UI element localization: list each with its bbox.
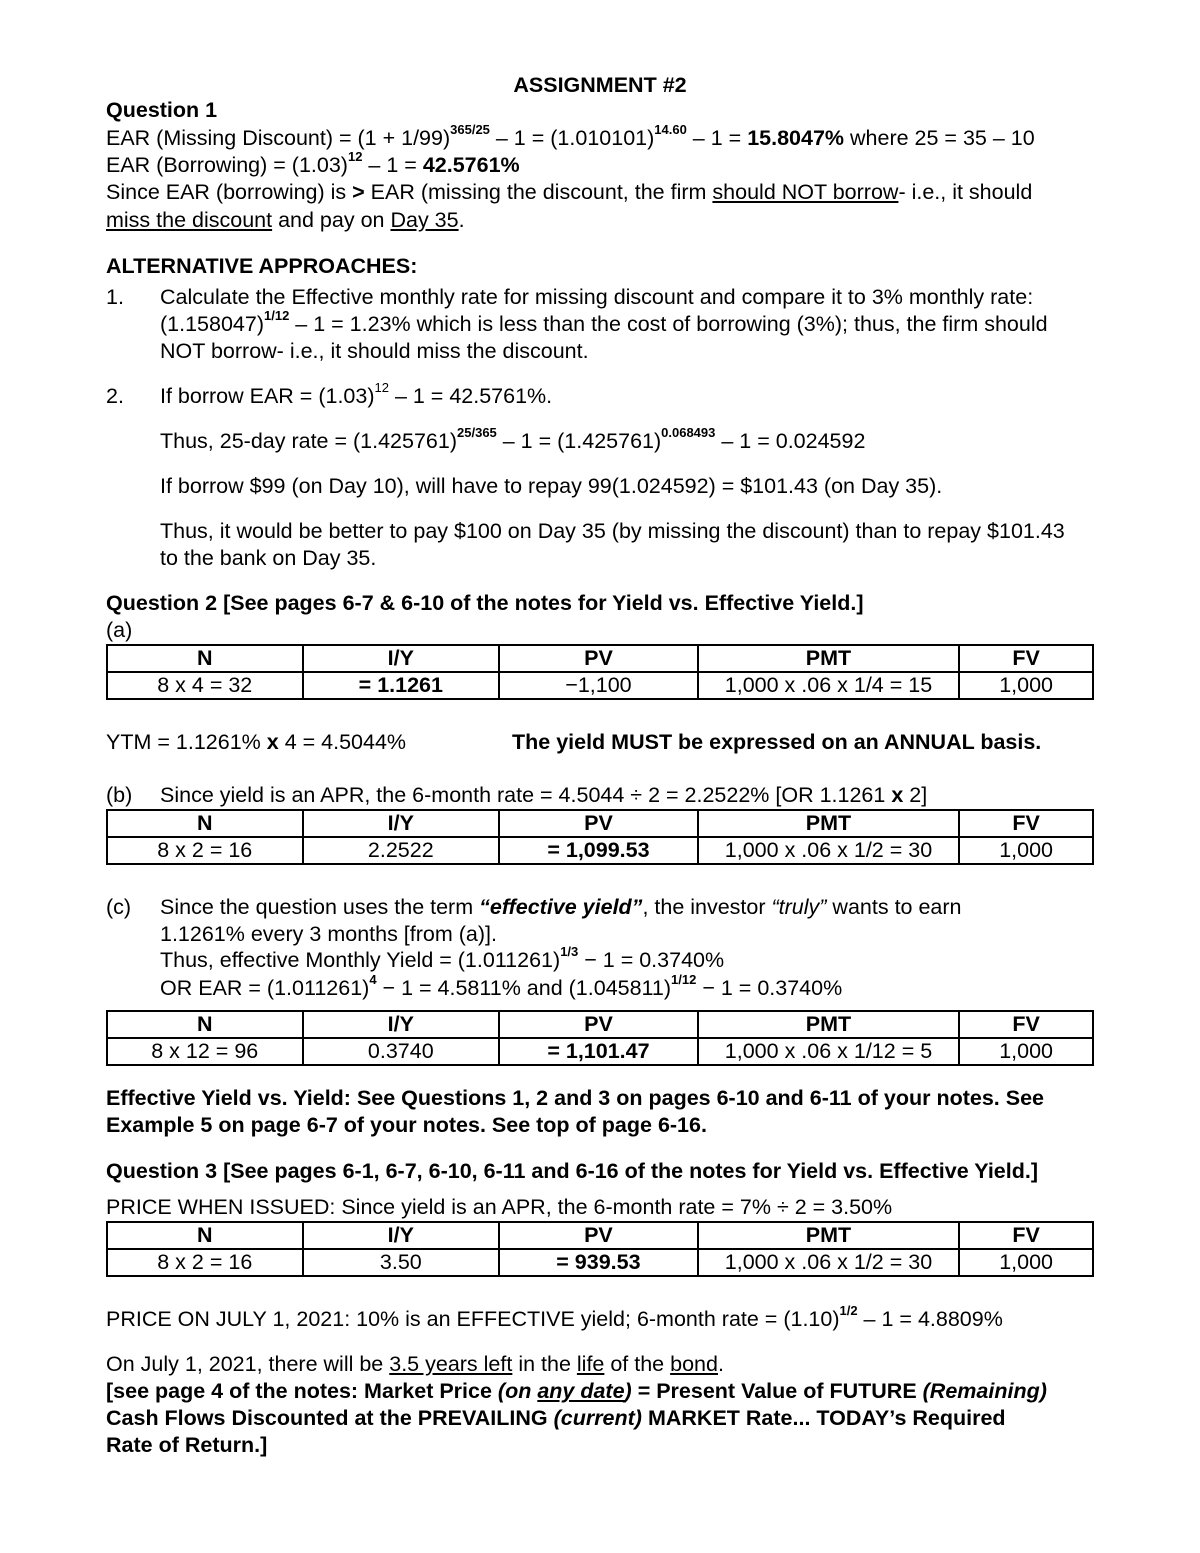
cell-n: 8 x 2 = 16 (107, 837, 303, 864)
cell-pv: = 1,101.47 (499, 1038, 698, 1065)
cell-fv: 1,000 (959, 837, 1093, 864)
q1-line-1: EAR (Missing Discount) = $(1 + 1/99)^{365/25} - 1 = (1.010101)^{14.60} - 1 = 15.8047\%$ where 25 = 35 – 10 (106, 122, 1035, 150)
table-header-row (107, 645, 1093, 672)
list-number-1: 1. (106, 285, 124, 309)
alt-2-line-4: Thus, it would be better to pay $100 on Day 35 (by missing the discount) than to repay $101.43 (160, 519, 1065, 543)
table-row (107, 672, 1093, 699)
page-title: ASSIGNMENT #2 (513, 73, 687, 97)
header-iy: I/Y (303, 645, 500, 672)
table-row (107, 1249, 1093, 1276)
alt-1-line-1: Calculate the Effective monthly rate for missing discount and compare it to 3% monthly rate: (160, 285, 1034, 309)
price-on-july-1: PRICE ON JULY 1, 2021: 10% is an EFFECTIVE yield; 6-month rate = $(1.10)^{1/2} - 1 = 4.8809\%$ (106, 1303, 1003, 1331)
cell-n: 8 x 4 = 32 (107, 672, 303, 699)
header-pmt: PMT (698, 1011, 959, 1038)
years-left-line: On July 1, 2021, there will be 3.5 years left in the life of the bond. (106, 1352, 724, 1376)
q2-c-line-3: Thus, effective Monthly Yield = $(1.011261)^{1/3} - 1 = 0.3740\%$ (160, 944, 725, 972)
alt-2-line-3: If borrow $99 (on Day 10), will have to repay 99(1.024592) = $101.43 (on Day 35). (160, 474, 943, 498)
header-n: N (107, 1222, 303, 1249)
cell-iy: 3.50 (303, 1249, 500, 1276)
q2-part-b-label: (b) (106, 783, 133, 807)
q2-table-c (106, 1010, 1094, 1066)
alt-1-line-3: NOT borrow- i.e., it should miss the discount. (160, 339, 589, 363)
q3-table (106, 1221, 1094, 1277)
header-pmt: PMT (698, 1222, 959, 1249)
q2-part-a-label: (a) (106, 618, 133, 642)
header-iy: I/Y (303, 810, 500, 837)
table-row (107, 837, 1093, 864)
alt-2-line-1: If borrow EAR = $(1.03)^{12} - 1 = 42.5761\%$. (160, 380, 553, 408)
cell-pmt: 1,000 x .06 x 1/2 = 30 (698, 837, 959, 864)
header-fv: FV (959, 810, 1093, 837)
cell-pmt: 1,000 x .06 x 1/4 = 15 (698, 672, 959, 699)
question-1-heading: Question 1 (106, 98, 218, 122)
table-header-row (107, 810, 1093, 837)
cell-pv: = 1,099.53 (499, 837, 698, 864)
header-fv: FV (959, 645, 1093, 672)
header-pv: PV (499, 645, 698, 672)
alternative-approaches-heading: ALTERNATIVE APPROACHES: (106, 254, 418, 278)
alt-2-line-2: Thus, 25-day rate = $(1.425761)^{25/365} - 1 = (1.425761)^{0.068493} - 1 = 0.024592$ (160, 425, 866, 453)
header-pmt: PMT (698, 810, 959, 837)
header-fv: FV (959, 1222, 1093, 1249)
market-price-note-line-2: Cash Flows Discounted at the PREVAILING (current) MARKET Rate... TODAY’s Required (106, 1406, 1006, 1430)
market-price-note-line-3: Rate of Return.] (106, 1433, 268, 1457)
header-fv: FV (959, 1011, 1093, 1038)
ytm-line: YTM = 1.1261% x 4 = 4.5044% (106, 730, 407, 754)
question-2-heading: Question 2 [See pages 6-7 & 6-10 of the notes for Yield vs. Effective Yield.] (106, 591, 864, 615)
q1-line-3: Since EAR (borrowing) is > EAR (missing the discount, the firm should NOT borrow- i.e., it should (106, 180, 1033, 204)
effective-yield-note-line-2: Example 5 on page 6-7 of your notes. See top of page 6-16. (106, 1113, 707, 1137)
header-iy: I/Y (303, 1011, 500, 1038)
cell-fv: 1,000 (959, 1249, 1093, 1276)
header-pv: PV (499, 1011, 698, 1038)
list-number-2: 2. (106, 384, 124, 408)
q2-c-line-4: OR EAR = $(1.011261)^4 - 1 = 4.5811\%$ and $(1.045811)^{1/12} - 1 = 0.3740\%$ (160, 972, 843, 1000)
header-n: N (107, 1011, 303, 1038)
q2-table-b (106, 809, 1094, 865)
q2-c-line-1: Since the question uses the term “effective yield”, the investor “truly” wants to earn (160, 895, 962, 919)
cell-fv: 1,000 (959, 1038, 1093, 1065)
cell-pv: = 939.53 (499, 1249, 698, 1276)
cell-pmt: 1,000 x .06 x 1/2 = 30 (698, 1249, 959, 1276)
annual-basis-note: The yield MUST be expressed on an ANNUAL basis. (512, 730, 1042, 754)
table-header-row (107, 1222, 1093, 1249)
q1-line-2: EAR (Borrowing) = $(1.03)^{12} - 1 = 42.5761\%$ (106, 149, 520, 177)
header-pv: PV (499, 1222, 698, 1249)
cell-fv: 1,000 (959, 672, 1093, 699)
alt-2-line-5: to the bank on Day 35. (160, 546, 377, 570)
q2-c-line-2: 1.1261% every 3 months [from (a)]. (160, 922, 497, 946)
header-iy: I/Y (303, 1222, 500, 1249)
q2-part-b-text: Since yield is an APR, the 6-month rate = 4.5044 ÷ 2 = 2.2522% [OR 1.1261 x 2] (160, 783, 928, 807)
cell-pv: −1,100 (499, 672, 698, 699)
table-row (107, 1038, 1093, 1065)
question-3-heading: Question 3 [See pages 6-1, 6-7, 6-10, 6-11 and 6-16 of the notes for Yield vs. Effective Yield.] (106, 1159, 1038, 1183)
table-header-row (107, 1011, 1093, 1038)
alt-1-line-2: $(1.158047)^{1/12} - 1 = 1.23\%$ which is less than the cost of borrowing (3%); thus, the firm should (160, 308, 1048, 336)
price-when-issued: PRICE WHEN ISSUED: Since yield is an APR, the 6-month rate = 7% ÷ 2 = 3.50% (106, 1195, 893, 1219)
cell-iy: = 1.1261 (303, 672, 500, 699)
q2-part-c-label: (c) (106, 895, 132, 919)
cell-n: 8 x 2 = 16 (107, 1249, 303, 1276)
cell-n: 8 x 12 = 96 (107, 1038, 303, 1065)
header-pv: PV (499, 810, 698, 837)
header-n: N (107, 645, 303, 672)
q2-table-a (106, 644, 1094, 700)
header-pmt: PMT (698, 645, 959, 672)
cell-iy: 2.2522 (303, 837, 500, 864)
effective-yield-note-line-1: Effective Yield vs. Yield: See Questions 1, 2 and 3 on pages 6-10 and 6-11 of your notes. See (106, 1086, 1044, 1110)
cell-iy: 0.3740 (303, 1038, 500, 1065)
cell-pmt: 1,000 x .06 x 1/12 = 5 (698, 1038, 959, 1065)
header-n: N (107, 810, 303, 837)
market-price-note-line-1: [see page 4 of the notes: Market Price (on any date) = Present Value of FUTURE (Remaining) (106, 1379, 1047, 1403)
q1-line-4: miss the discount and pay on Day 35. (106, 208, 465, 232)
